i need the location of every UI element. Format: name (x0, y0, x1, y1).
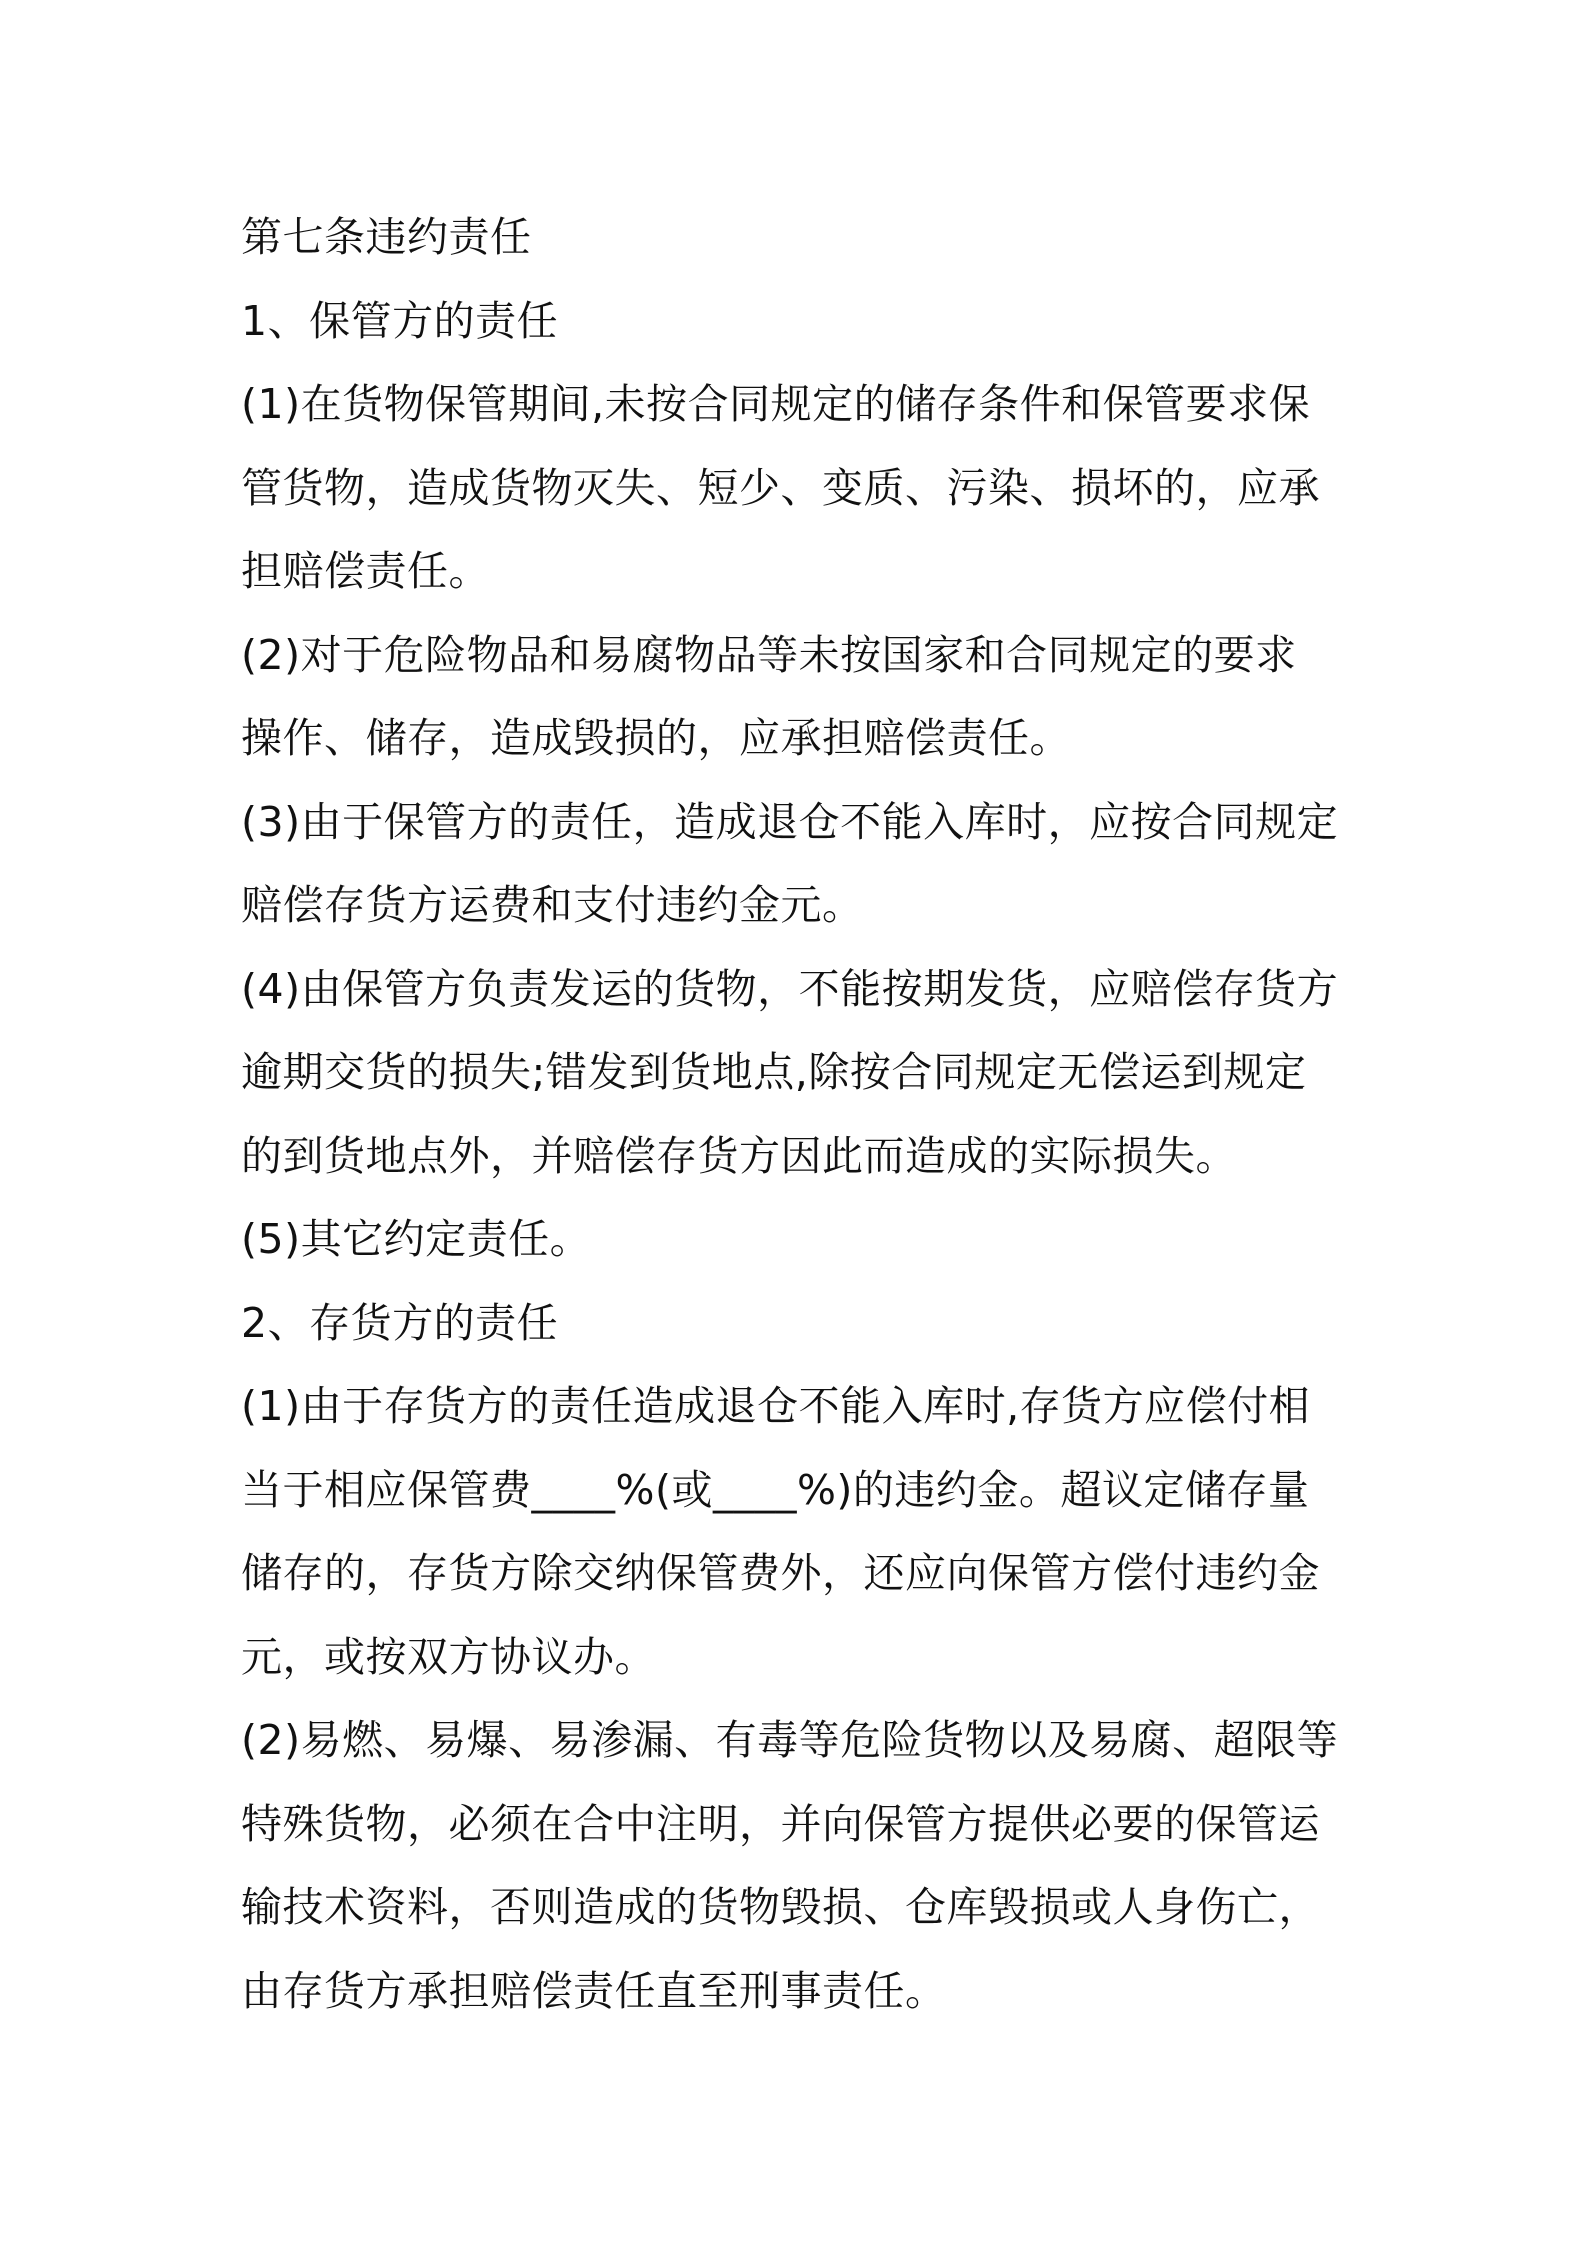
document-body (241, 196, 1366, 2033)
paragraph-line: (2)对于危险物品和易腐物品等未按国家和合同规定的要求 (241, 630, 1297, 679)
section-heading-depositor: 2、存货方的责任 (241, 1298, 559, 1347)
paragraph-line: 储存的，存货方除交纳保管费外，还应向保管方偿付违约金 (241, 1549, 1320, 1597)
article-title: 第七条违约责任 (241, 213, 532, 261)
paragraph-line: 的到货地点外，并赔偿存货方因此而造成的实际损失。 (241, 1131, 1237, 1180)
paragraph-line: (1)在货物保管期间,未按合同规定的储存条件和保管要求保 (241, 380, 1311, 428)
paragraph-line: 特殊货物，必须在合中注明，并向保管方提供必要的保管运 (241, 1799, 1320, 1848)
paragraph-line: (4)由保管方负责发运的货物，不能按期发货，应赔偿存货方 (241, 964, 1339, 1013)
paragraph-line: 逾期交货的损失;错发到货地点,除按合同规定无偿运到规定 (241, 1048, 1307, 1096)
paragraph-line: 元，或按双方协议办。 (241, 1632, 656, 1681)
paragraph-line: (2)易燃、易爆、易渗漏、有毒等危险货物以及易腐、超限等 (241, 1716, 1339, 1764)
paragraph-line: 由存货方承担赔偿责任直至刑事责任。 (241, 1966, 947, 2015)
paragraph-line: (5)其它约定责任。 (241, 1215, 592, 1263)
paragraph-line: 当于相应保管费____%(或____%)的违约金。超议定储存量 (241, 1465, 1310, 1514)
paragraph-line: 输技术资料，否则造成的货物毁损、仓库毁损或人身伤亡， (241, 1883, 1320, 1931)
paragraph-line: 担赔偿责任。 (241, 547, 490, 595)
section-heading-custodian: 1、保管方的责任 (241, 296, 559, 345)
paragraph-line: 管货物，造成货物灭失、短少、变质、污染、损坏的，应承 (241, 463, 1320, 512)
paragraph-line: (1)由于存货方的责任造成退仓不能入库时,存货方应偿付相 (241, 1382, 1311, 1430)
paragraph-line: (3)由于保管方的责任，造成退仓不能入库时，应按合同规定 (241, 797, 1339, 846)
paragraph-line: 操作、储存，造成毁损的，应承担赔偿责任。 (241, 714, 1071, 762)
paragraph-line: 赔偿存货方运费和支付违约金元。 (241, 881, 864, 929)
